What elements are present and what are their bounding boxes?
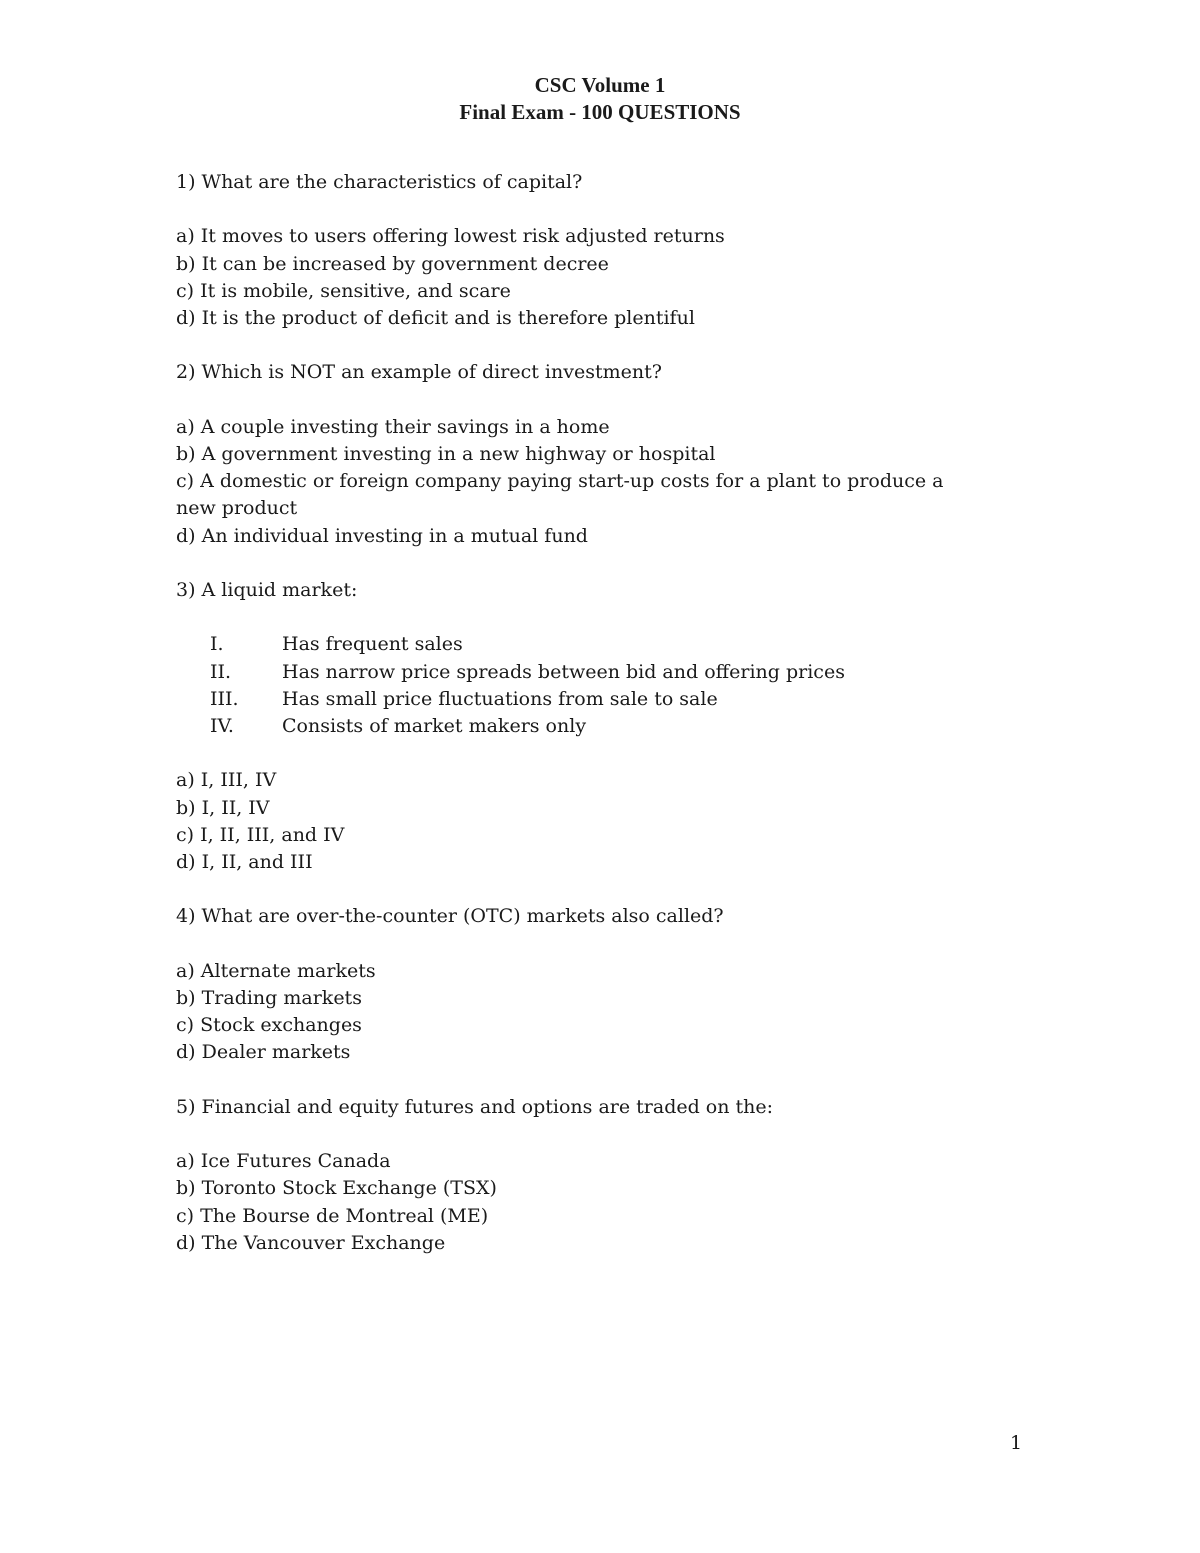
roman-numeral: III.	[210, 687, 239, 710]
document-title: CSC Volume 1	[534, 73, 666, 97]
answer-option: b) Trading markets	[176, 986, 362, 1009]
statement-text: Has small price fluctuations from sale to sale	[282, 687, 718, 710]
answer-option: d) I, II, and III	[176, 850, 313, 873]
numeral-statement	[210, 713, 976, 740]
question-prompt: 3) A liquid market:	[176, 578, 358, 601]
answer-option: b) I, II, IV	[176, 796, 270, 819]
answer-option: c) Stock exchanges	[176, 1014, 362, 1037]
answer-option: a) I, III, IV	[176, 769, 277, 792]
numeral-statement	[210, 686, 976, 713]
roman-numeral-list	[176, 631, 976, 740]
answer-option: d) It is the product of deficit and is therefore plentiful	[176, 307, 695, 329]
answer-option: d) An individual investing in a mutual fund	[176, 524, 588, 547]
answer-option: c) The Bourse de Montreal (ME)	[176, 1204, 489, 1227]
answer-option: d) The Vancouver Exchange	[176, 1231, 446, 1254]
statement-text: Consists of market makers only	[282, 714, 587, 737]
question-prompt: 1) What are the characteristics of capital?	[176, 171, 583, 193]
answer-option: a) Ice Futures Canada	[176, 1150, 391, 1173]
question-5	[176, 1094, 976, 1257]
statement-text: Has narrow price spreads between bid and offering prices	[282, 660, 845, 683]
answer-option: b) Toronto Stock Exchange (TSX)	[176, 1177, 497, 1200]
answer-option: a) It moves to users offering lowest risk adjusted returns	[176, 225, 725, 248]
answer-option: b) A government investing in a new highway or hospital	[176, 442, 716, 465]
numeral-statement	[210, 659, 976, 686]
question-1	[176, 169, 976, 332]
statement-text: Has frequent sales	[282, 633, 463, 656]
question-prompt: 2) Which is NOT an example of direct investment?	[176, 361, 662, 384]
answer-option: a) A couple investing their savings in a home	[176, 415, 610, 438]
answer-option: d) Dealer markets	[176, 1041, 351, 1064]
answer-option: c) I, II, III, and IV	[176, 823, 345, 846]
question-2	[176, 359, 976, 549]
roman-numeral: I.	[210, 633, 224, 656]
answer-option: b) It can be increased by government decree	[176, 252, 609, 275]
question-prompt: 5) Financial and equity futures and options are traded on the:	[176, 1095, 774, 1118]
answer-option: c) A domestic or foreign company paying start-up costs for a plant to produce a new product	[176, 470, 944, 520]
document-subtitle: Final Exam - 100 QUESTIONS	[459, 100, 741, 124]
answer-option: a) Alternate markets	[176, 959, 376, 982]
numeral-statement	[210, 631, 976, 658]
question-4	[176, 903, 976, 1066]
question-list	[176, 169, 976, 1257]
page-number: 1	[1010, 1432, 1023, 1454]
roman-numeral: IV.	[210, 714, 234, 737]
question-3	[176, 577, 976, 876]
answer-option: c) It is mobile, sensitive, and scare	[176, 279, 511, 302]
question-prompt: 4) What are over-the-counter (OTC) markets also called?	[176, 905, 724, 928]
document-header	[0, 72, 1200, 126]
roman-numeral: II.	[210, 660, 232, 683]
